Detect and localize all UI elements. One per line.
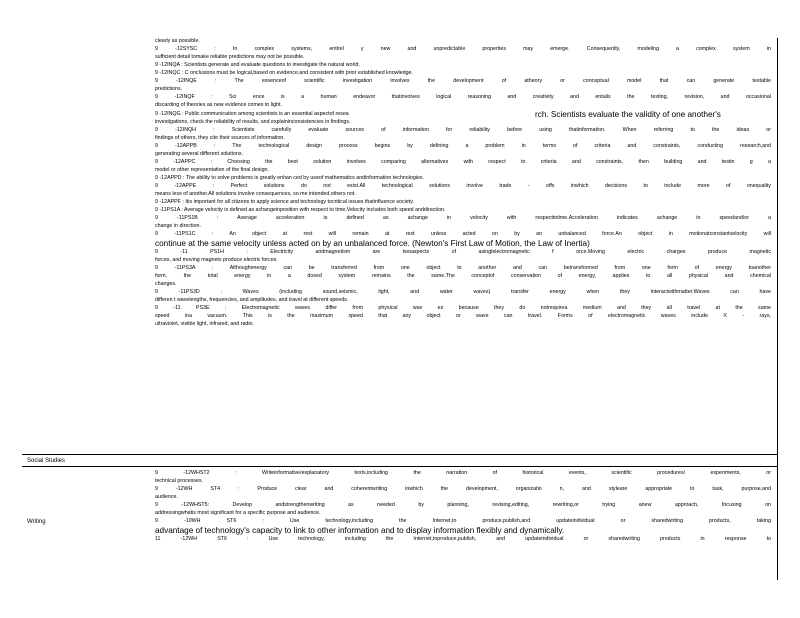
standard-line: findings of others, they cite their sources of information. <box>155 135 285 141</box>
standard-line: 9 -12INQH : Scientists carefully evaluate sources of information for reliability before using thatinformation. When referring to the ideas or <box>155 127 771 133</box>
standard-line: forces, and moving magnets produce electric forces. <box>155 257 278 263</box>
standard-line: 9 -12WH ST4 : Produce clear and coherentwriting inwhich the development, organizatio n, and styleare appropriate to task, purpose,and <box>155 486 771 492</box>
standard-line: speed ina vacuum. This is the maximum speed that any object or wave can travel. Forms of electromagnetic waves include X - rays, <box>155 313 771 319</box>
standard-line: changes. <box>155 281 177 287</box>
standard-line: 9 -12SYSC : In complex systems, entirel y new and unpredictable properties may emerge. Consequently, modeling a complex system in <box>155 46 771 52</box>
standard-line: 9 -12WHST2 : Writeinformative/explanatory texts,including the narration of historical events, scientific procedures/ experiments, or <box>155 470 771 476</box>
standard-line: 9 -11 PS1H : Electricity andmagnetism are twoaspects of asinglelectromagnetic f orce.Moving electric charges produce magnetic <box>155 249 771 255</box>
standard-line: 9 -11PS1C : An object at rest will remain at rest unless acted on by an unbalanced force.An object in motionatconstantvelocity will <box>155 231 771 237</box>
standard-line: generating several different solutions. <box>155 151 243 157</box>
standard-line: 9 -12APPD : The ability to solve problems is greatly enhan ced by useof mathematics andinformation technologies. <box>155 175 425 181</box>
standard-line: 9 -12INQF : Sci ence is a human endeavor thatinvolves logical reasoning and creativity and entails the testing, revision, and occasional <box>155 94 771 100</box>
standard-line: predictions. <box>155 86 183 92</box>
subject-label-writing: Writing <box>27 519 46 525</box>
row-divider-bottom <box>22 466 778 467</box>
standard-line: addressingwhatis most significant for a specific purpose and audience. <box>155 510 321 516</box>
standard-line: technical processes. <box>155 478 203 484</box>
row-divider-top <box>22 454 778 455</box>
standard-line: 9 -12APPF : Itis important for all citizens to apply science and technology tocritical issues thatinfluence society. <box>155 199 414 205</box>
standard-line: 9 -11PS1B : Average acceleration is defined as achange in velocity with respecttotime.Acceleration indicates achange in speedand/or a <box>155 215 771 221</box>
standard-line: 9 -12INQG : Public communication among scientists is an essential aspectof resea <box>155 111 349 117</box>
standard-line: 9 -12APPC : Choosing the best solution involves comparing alternatives with respect to criteria and constraints, then building and testin g a <box>155 159 771 165</box>
standard-line: investigations, check the reliability of results, and explaininconsistencies in findings. <box>155 119 351 125</box>
standard-line: audience. <box>155 494 178 500</box>
standard-line: change in direction. <box>155 223 201 229</box>
standard-line: clearly as possible. <box>155 38 200 44</box>
standard-line: 9 -12WHST5: Develop andstrengthenwriting as needed by planning, revising,editing, rewriting,or trying anew approach, focusing on <box>155 502 771 508</box>
standard-line: 9 -12APPB : The technological design process begins by defining a problem in terms of criteria and constraints, conducting research,and <box>155 143 771 149</box>
standard-line: form, the total energy in a dosed system remains the same.The conceptof conservation of energy, applies to all physical and chemical <box>155 273 771 279</box>
standard-line: model or other representation of the final design. <box>155 167 269 173</box>
standard-line: ultraviolet, visible light, infrared, and radio. <box>155 321 254 327</box>
standard-line: 9 -12INQE : The essenceof scientific investigation involves the development of atheory or conceptual model that can generate testable <box>155 78 771 84</box>
standard-line-large: advantage of technology's capacity to link to other information and to display information flexibly and dynamically. <box>155 526 565 535</box>
standard-line: differen t wavelengths, frequencies, and amplitudes, and travel at different speeds. <box>155 297 349 303</box>
standard-line: 9 -11PS3A : Althoughenergy can be transferred from one object to another and can betransformed from one form of energy toanother <box>155 265 771 271</box>
standard-line-large: continue at the same velocity unless acted on by an unbalanced force. (Newton's First Law of Motion, the Law of Inertia) <box>155 239 590 248</box>
standard-line: 9 -12INQA : Scientists generate and evaluate questions to investigate the natural world. <box>155 62 360 68</box>
standard-line: 9 -12APPE : Perfect solutions do not exist.All technological solutions involve trade - offs inwhich decisions to include more of onequality <box>155 183 771 189</box>
standard-line: 11 -12WH ST6 : Use technology, including the Internet,toproduce,publish, and updateindividual or sharedwriting products in response to <box>155 536 771 542</box>
standard-line: means less of another.All solutions involve consequences, so me intended,others not. <box>155 191 356 197</box>
table-right-border <box>777 38 778 580</box>
standard-line-large: rch. Scientists evaluate the validity of one another's <box>535 110 721 119</box>
standard-line: sufficient detail tomake reliable predictions may not be possible. <box>155 54 305 60</box>
standard-line: 9 -11PS1A : Average velocity is defined as achangeinposition with respect to time.Velocity includes both speed anddirection. <box>155 207 446 213</box>
standard-line: 9 -12INQC : C onclusions must be logical,based on evidence,and consistent with prior established knowledge. <box>155 70 413 76</box>
standard-line: 9 -11PS3D : Waves (including sound,seismic, light, and water waves) transfer energy when they interactwithmatter.Waves can have <box>155 289 771 295</box>
standard-line: 9 -11 PS3E : Electromagnetic waves differ from physical wav es because they do notrequirea medium and they all travel at the same <box>155 305 771 311</box>
standard-line: discarding of theories as new evidence comes to light. <box>155 102 282 108</box>
subject-label-social-studies: Social Studies <box>27 458 66 464</box>
standard-line: 9 -10WH ST6 : Use technology,including the Internet,to produce,publish,and updateindividual or sharedwriting products, taking <box>155 518 771 524</box>
